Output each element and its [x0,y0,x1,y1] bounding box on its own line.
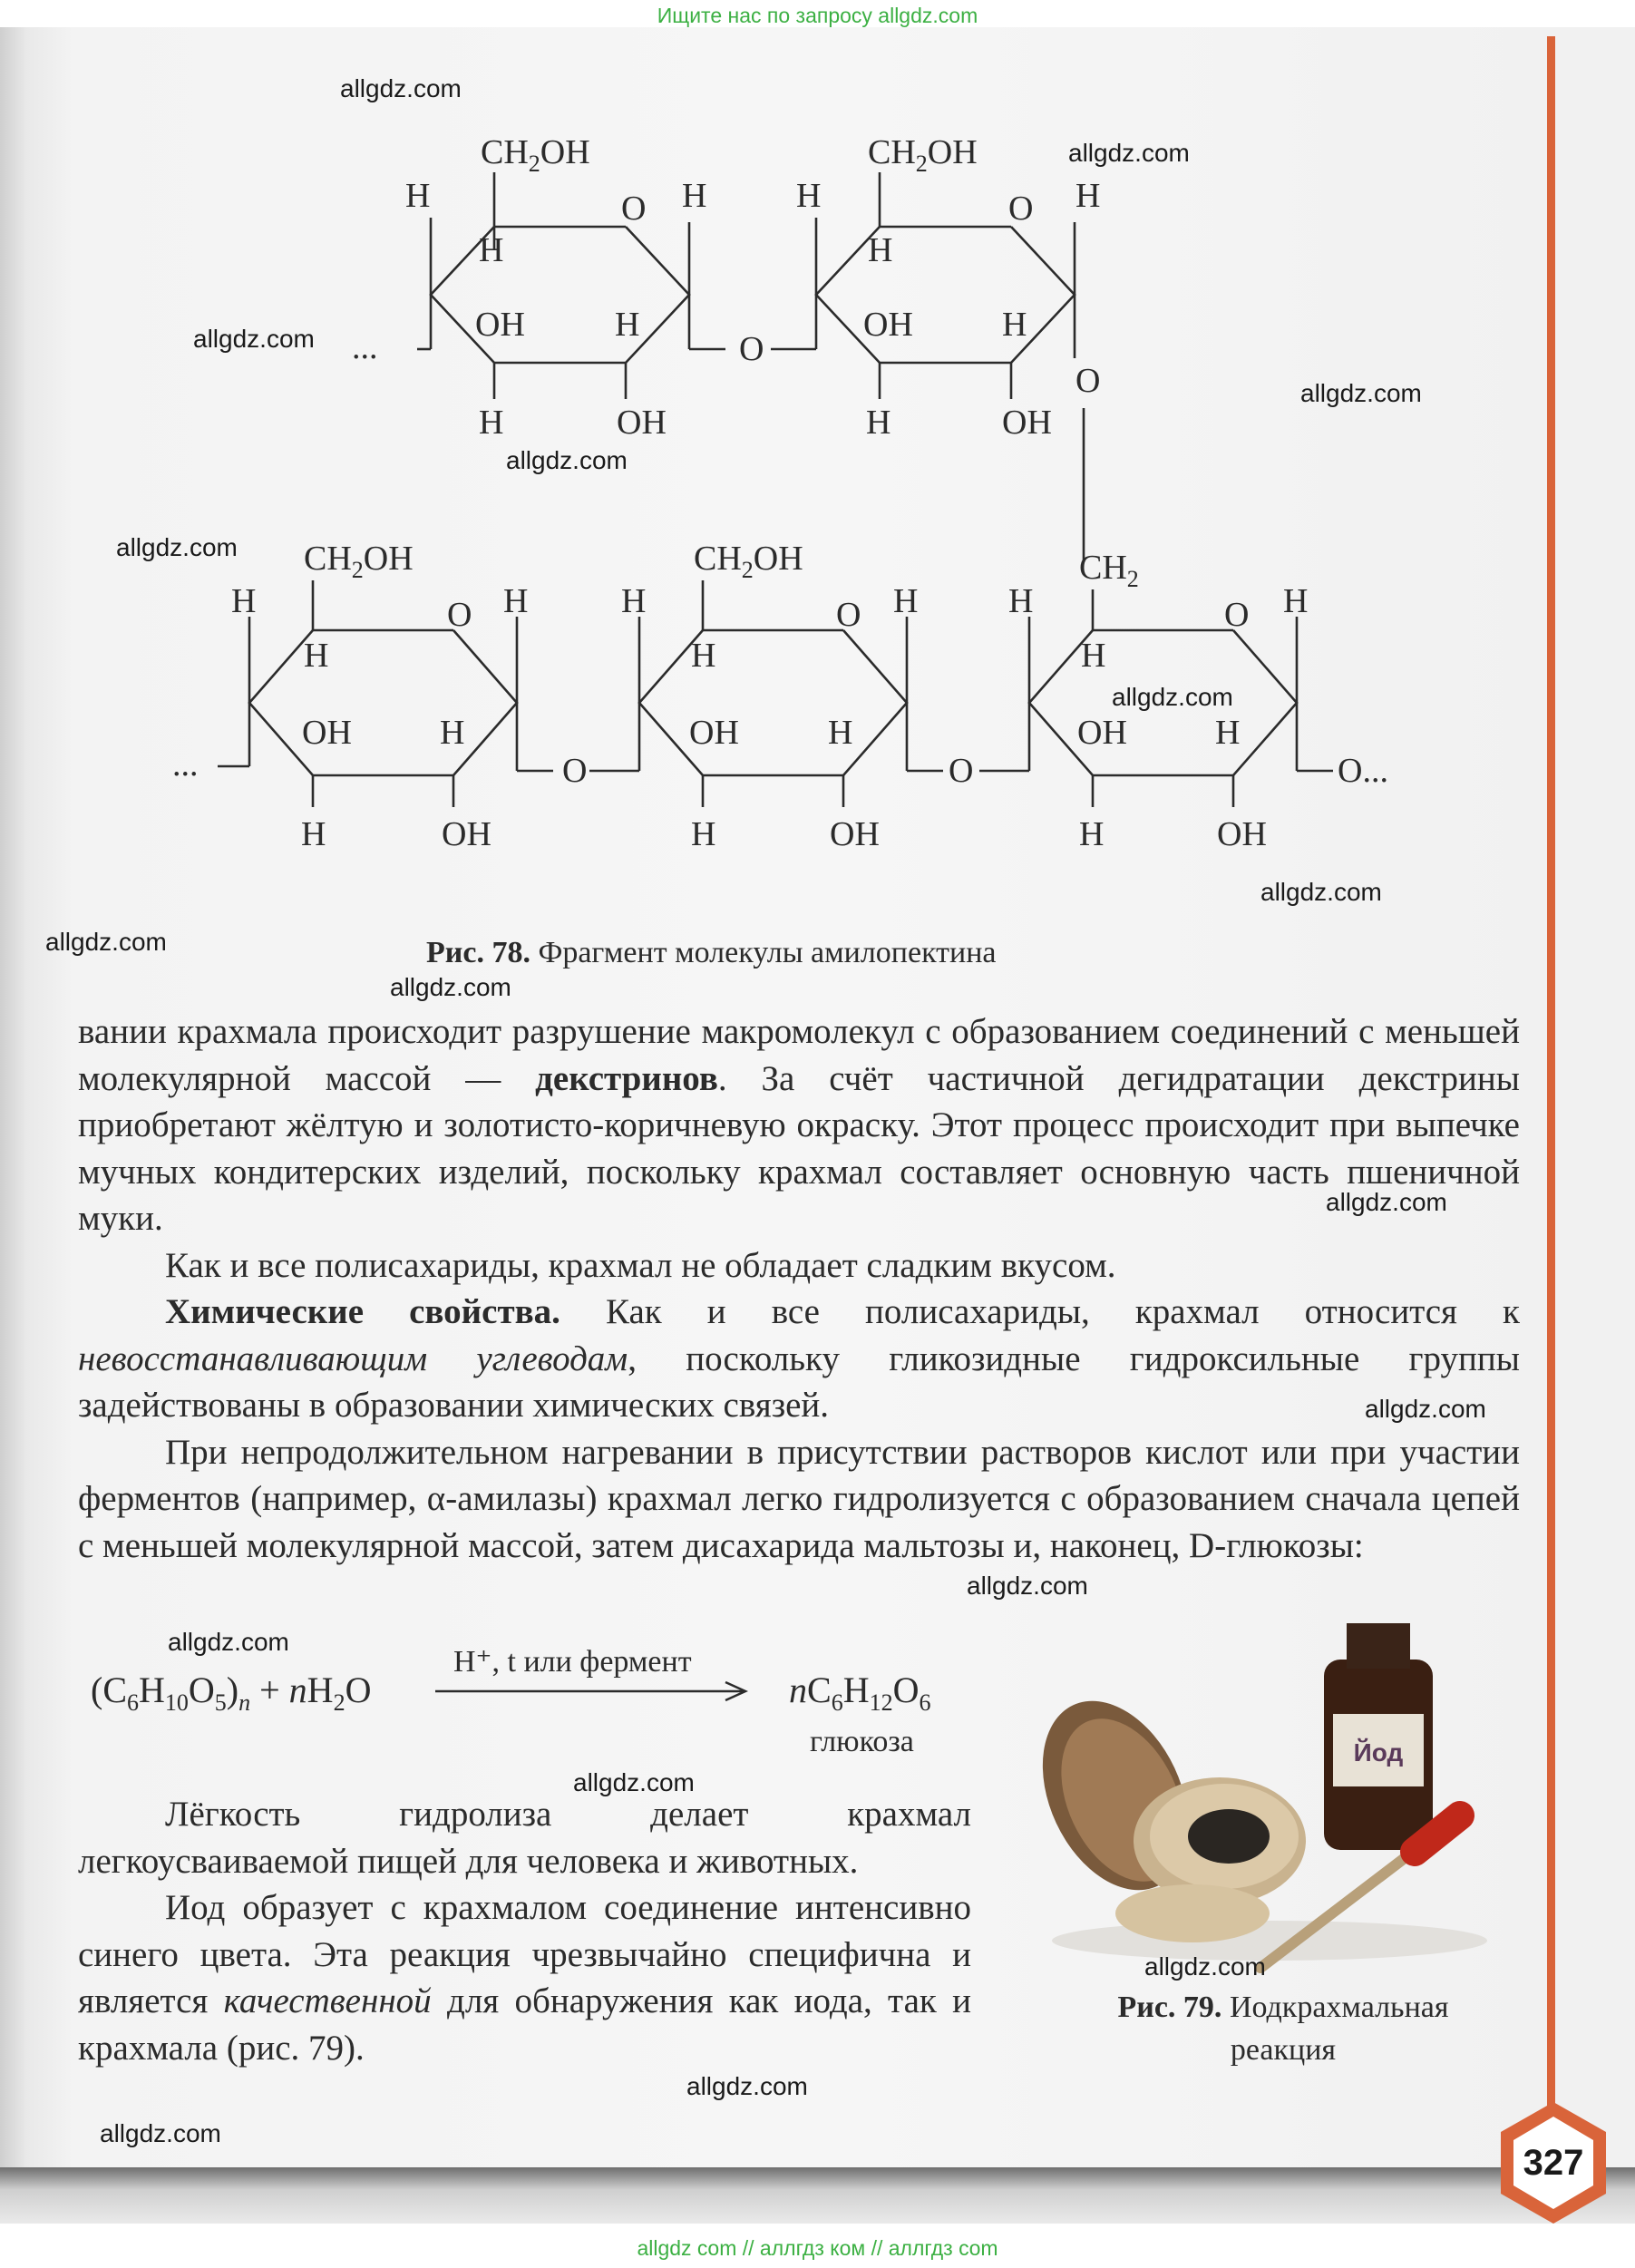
bottle-label: Йод [1353,1738,1404,1767]
lring3-oh-bottom: OH [1217,815,1267,853]
figure-78-caption [426,936,997,970]
lring1-h-tl: H [231,582,257,620]
watermark: allgdz.com [1068,139,1190,167]
watermark: allgdz.com [967,1572,1088,1600]
lring1-oh-bottom: OH [442,815,491,853]
ring2-ch2oh: $CH_2OH$ [868,133,978,177]
lring1-oh-left: OH [302,714,352,752]
page-number: 327 [1523,2143,1584,2183]
lring1-h-right: H [440,714,465,752]
ring2-h-mid: H [868,231,893,269]
paragraph-iodine: Иод образует с крахмалом соединение интенсивно синего цвета. Эта реакция чрезвычайно специфична и является качественной для обнаружения как иода, так и крахмала (рис. 79). [78,1888,971,2068]
watermark: allgdz.com [1326,1188,1447,1216]
figure-79-caption: Рис. 79. Иодкрахмальная реакция [1117,1991,1449,2067]
lring2-h-bottom: H [691,815,716,853]
ring1-h-right: H [615,306,640,344]
branch-o: O [1075,362,1101,400]
bridge-o-2: O [562,752,588,790]
watermark: allgdz.com [193,325,315,353]
ring1-oh-left: OH [475,306,525,344]
ring1-h-mid: H [479,231,504,269]
orange-margin-rule [1547,36,1555,2122]
ring1-ring-o: O [621,190,647,228]
hydrolysis-equation-lhs: $(C_6H_{10}O_5)_n + nH_2O$ [91,1669,372,1716]
paragraph-chemical-properties: Химические свойства. Как и все полисахариды, крахмал относится к невосстанавливающим углеводам, поскольку гликозидные гидроксильные группы задействованы в образовании химических связей. [78,1292,1520,1425]
lring1-h-tr: H [503,582,529,620]
top-banner[interactable]: Ищите нас по запросу allgdz.com [657,4,978,27]
hydrolysis-equation-rhs: $nC_6H_{12}O_6$ [789,1669,931,1716]
watermark: allgdz.com [573,1768,695,1796]
end-o-dots: O... [1338,752,1388,790]
ring2-h-tl: H [796,177,822,215]
iodine-starch-photo [1034,1614,1514,1986]
paragraph-hydrolysis: При непродолжительном нагревании в присутствии растворов кислот или при участии ферментов (например, α-амилазы) крахмал легко гидролизуется с образованием сначала цепей с меньшей молекулярной массой, затем дисахарида мальтозы и, наконец, D-глюкозы: [78,1432,1520,1565]
lring3-oh-left: OH [1077,714,1127,752]
lring1-ch2oh: $CH_2OH$ [304,540,414,583]
lring3-ring-o: O [1224,596,1250,634]
watermark: allgdz.com [340,74,462,102]
watermark: allgdz.com [506,446,628,474]
lring1-h-mid: H [304,637,329,675]
upper-ring-1 [352,133,764,442]
lring2-h-right: H [828,714,853,752]
ring1-oh-bottom: OH [617,404,667,442]
glucose-label: глюкоза [810,1725,914,1758]
page-number-badge [1485,2095,1621,2231]
paragraph-taste: Как и все полисахариды, крахмал не обладает сладким вкусом. [165,1245,1116,1285]
ring2-oh-bottom: OH [1002,404,1052,442]
lring1-h-bottom: H [301,815,326,853]
bridge-o-3: O [949,752,974,790]
main-text [78,1008,1520,1569]
watermark: allgdz.com [1365,1395,1486,1423]
paragraph-dextrins: вании крахмала происходит разрушение макромолекул с образованием соединений с меньшей молекулярной массой — декстринов. За счёт частичной дегидратации декстрины приобретают жёлтую и золотисто-коричневую окраску. Этот процесс происходит при выпечке мучных кондитерских изделий, поскольку крахмал составляет основную часть пшеничной муки. [78,1012,1520,1238]
ring1-h-tr: H [682,177,707,215]
watermark: allgdz.com [168,1628,289,1656]
watermark: allgdz.com [686,2072,808,2100]
ring2-h-tr: H [1075,177,1101,215]
watermark: allgdz.com [45,928,167,956]
bridge-o-1: O [739,330,764,368]
page-bottom-edge [0,2167,1635,2224]
reaction-arrow [435,1678,753,1705]
ring1-h-tl: H [405,177,431,215]
lring1-dots: ... [172,745,199,784]
ring1-ch2oh: $CH_2OH$ [481,133,590,177]
watermark: allgdz.com [1260,878,1382,906]
figure-78-title: Фрагмент молекулы амилопектина [538,936,997,969]
ring2-h-right: H [1002,306,1027,344]
figure-78-label: Рис. 78. [426,936,530,969]
watermark: allgdz.com [116,533,238,561]
lower-ring-1 [172,540,587,853]
paragraph-digestibility: Лёгкость гидролиза делает крахмал легкоусваиваемой пищей для человека и животных. [78,1795,971,1881]
ring2-ring-o: O [1008,190,1034,228]
reaction-condition: H⁺, t или фермент [453,1645,692,1679]
watermark: allgdz.com [100,2119,221,2147]
lring3-h-tr: H [1283,582,1309,620]
ring2-oh-left: OH [863,306,913,344]
watermark: allgdz.com [1112,683,1233,711]
lring3-h-bottom: H [1079,815,1105,853]
upper-ring-2 [771,133,1100,562]
lring2-oh-left: OH [689,714,739,752]
lring2-h-tr: H [893,582,919,620]
ring2-h-bottom: H [866,404,891,442]
watermark: allgdz.com [1300,379,1422,407]
lring3-ch2: $CH_2$ [1079,549,1139,592]
lring3-h-tl: H [1008,582,1034,620]
lring3-h-right: H [1215,714,1241,752]
lring1-ring-o: O [447,596,472,634]
bottom-banner[interactable]: allgdz com // аллгдз ком // аллгдз com [637,2236,998,2260]
watermark: allgdz.com [390,973,511,1001]
watermark: allgdz.com [1144,1952,1266,1981]
lower-ring-2 [589,540,973,853]
amylopectin-structure [0,27,1542,934]
lring2-ch2oh: $CH_2OH$ [694,540,803,583]
lring2-ring-o: O [836,596,861,634]
side-text [78,1791,971,2071]
figure-79-label: Рис. 79. [1117,1991,1222,2024]
ring1-dots: ... [352,328,378,366]
lring2-h-tl: H [621,582,647,620]
ring1-h-bottom: H [479,404,504,442]
lring2-oh-bottom: OH [830,815,880,853]
lring3-h-mid: H [1081,637,1106,675]
lring2-h-mid: H [691,637,716,675]
